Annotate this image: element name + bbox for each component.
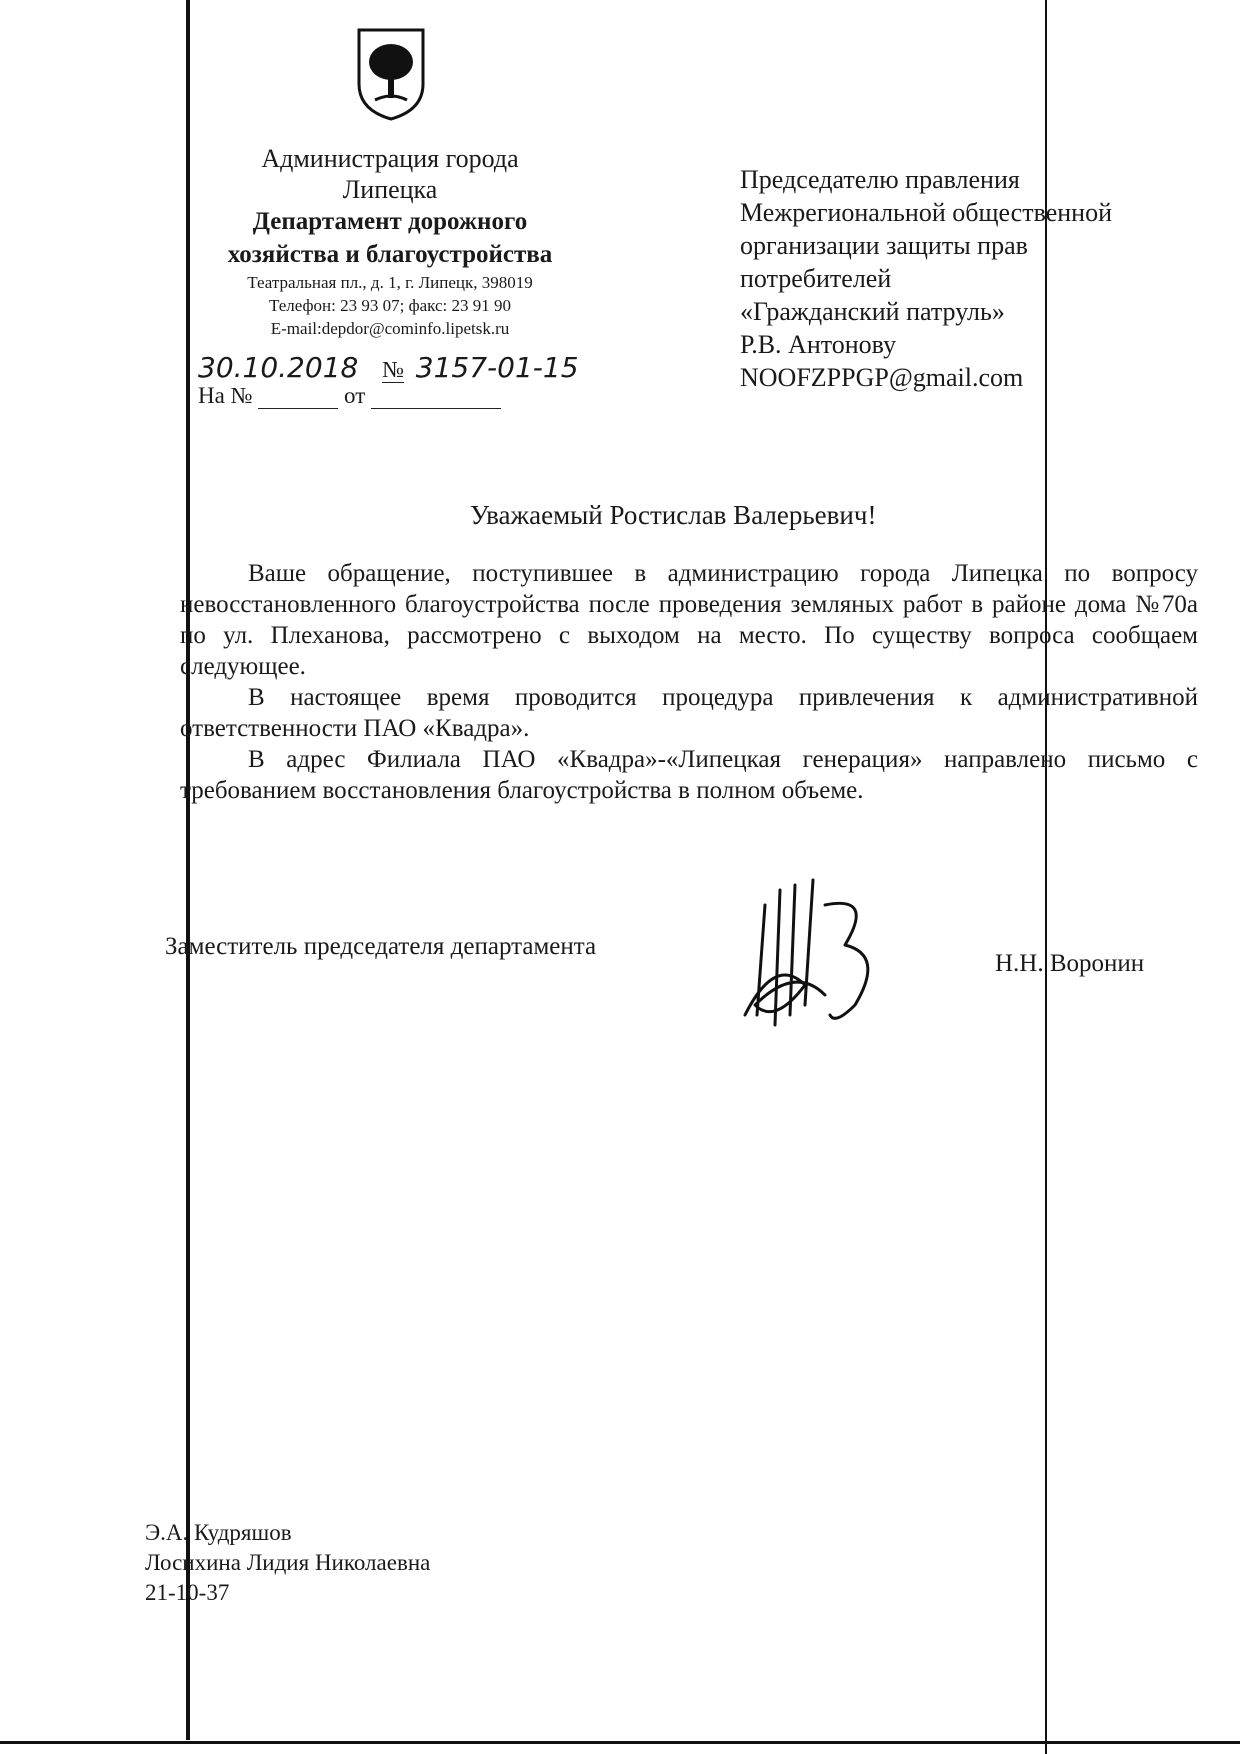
reply-label: На № [198,383,253,408]
handwritten-signature [735,865,880,1035]
recipient-line: потребителей [740,264,892,293]
recipient-line: организации защиты прав [740,231,1028,260]
sender-org-line1: Администрация города [261,144,519,173]
sender-org-line2: Липецка [342,175,438,204]
registration-number: 3157-01-15 [415,351,579,384]
sender-block [180,143,600,340]
recipient-email: NOOFZPPGP@gmail.com [740,363,1024,392]
letter-paragraph: Ваше обращение, поступившее в администрацию города Липецка по вопросу невосстановленного благоустройства после проведения земляных работ в районе дома №70а по ул. Плеханова, рассмотрено с выходом на место. По существу вопроса сообщаем следующее. [180,560,1198,680]
reply-date-blank [371,390,501,409]
executor-line2: Лосихина Лидия Николаевна [145,1550,431,1575]
coat-of-arms-icon [355,26,427,122]
recipient-line: Председателю правления [740,165,1020,194]
registration-number-label: № [382,357,405,382]
letter-paragraph: В настоящее время проводится процедура привлечения к административной ответственности ПАО «Квадра». [180,684,1198,742]
recipient-line: Р.В. Антонову [740,330,897,359]
reply-from-label: от [344,383,366,408]
sender-email: E-mail:depdor@cominfo.lipetsk.ru [270,319,510,338]
sender-dept-line2: хозяйства и благоустройства [227,241,553,268]
executors-block [145,1518,430,1608]
executor-phone: 21-10-37 [145,1580,230,1605]
reply-number-blank [258,390,338,409]
letter-paragraph: В адрес Филиала ПАО «Квадра»-«Липецкая генерация» направлено письмо с требованием восстановления благоустройства в полном объеме. [180,746,1198,804]
sender-phone: Телефон: 23 93 07; факс: 23 91 90 [269,296,511,315]
recipient-line: Межрегиональной общественной [740,198,1112,227]
signer-title: Заместитель председателя департамента [165,933,597,960]
letter-body [180,558,1198,806]
registration-line [198,351,579,384]
scan-border-bottom [0,1741,1240,1744]
sender-address: Театральная пл., д. 1, г. Липецк, 398019 [247,273,533,292]
signer-name: Н.Н. Воронин [995,950,1145,977]
recipient-block [740,163,1180,394]
salutation: Уважаемый Ростислав Валерьевич! [470,500,877,530]
recipient-line: «Гражданский патруль» [740,297,1005,326]
reply-reference-line [198,383,501,409]
registration-date: 30.10.2018 [198,351,359,384]
sender-dept-line1: Департамент дорожного [252,208,528,235]
executor-line1: Э.А. Кудряшов [145,1520,292,1545]
